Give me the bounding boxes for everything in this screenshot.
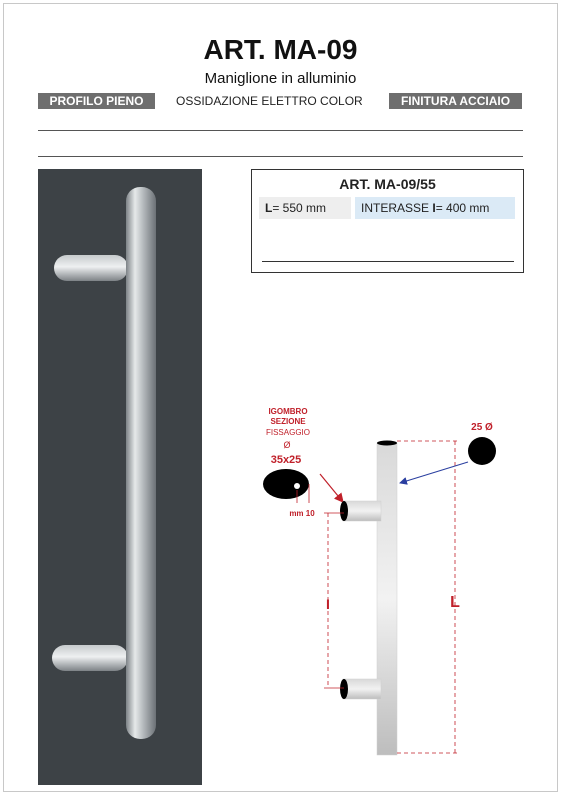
standoff-top (54, 255, 128, 281)
spec-length (259, 197, 351, 219)
oxidation-label: OSSIDAZIONE ELETTRO COLOR (176, 94, 363, 108)
mm10-label: mm 10 (289, 509, 315, 518)
spec-divider (262, 261, 514, 262)
drawing-standoff-top (343, 501, 381, 521)
page-title: ART. MA-09 (203, 34, 358, 65)
dim-l-label: L (450, 594, 460, 611)
drawing-bar (377, 443, 397, 755)
technical-diagram (240, 395, 540, 775)
diameter-symbol: Ø (283, 440, 291, 450)
tube-section-circle (468, 437, 496, 465)
interaxis-value: = 400 mm (435, 201, 490, 215)
bulk-label-line2: SEZIONE (270, 417, 306, 426)
bulk-size: 35x25 (270, 454, 302, 466)
handle-drawing (240, 395, 540, 775)
divider-line (38, 130, 523, 131)
divider-line (38, 156, 523, 157)
dim-i-label: I (326, 596, 330, 612)
interaxis-prefix: INTERASSE (361, 201, 433, 215)
spec-box (251, 169, 524, 273)
standoff-top-cap (340, 501, 348, 521)
standoff-bottom-cap (340, 679, 348, 699)
spec-title: ART. MA-09/55 (339, 176, 436, 192)
section-oval (263, 469, 309, 499)
section-arrow (320, 474, 343, 502)
length-symbol: L (265, 201, 273, 215)
page-subtitle: Maniglione in alluminio (204, 70, 357, 87)
section-hole (294, 483, 300, 489)
interaxis-symbol: I (432, 201, 436, 215)
drawing-standoff-bottom (343, 679, 381, 699)
bulk-label-line3: FISSAGGIO (265, 428, 311, 437)
standoff-bottom (52, 645, 128, 671)
handle-bar (126, 187, 156, 739)
product-photo (38, 169, 202, 785)
profile-tag: PROFILO PIENO (38, 93, 155, 109)
spec-interaxis (355, 197, 515, 219)
tube-arrow (400, 462, 468, 483)
finish-tag: FINITURA ACCIAIO (389, 93, 522, 109)
bulk-label-line1: IGOMBRO (268, 407, 308, 416)
bar-top-cap (377, 441, 397, 446)
tube-diameter-label: 25 Ø (471, 422, 493, 433)
length-value: = 550 mm (272, 201, 327, 215)
handle-photo-illustration (38, 169, 202, 785)
